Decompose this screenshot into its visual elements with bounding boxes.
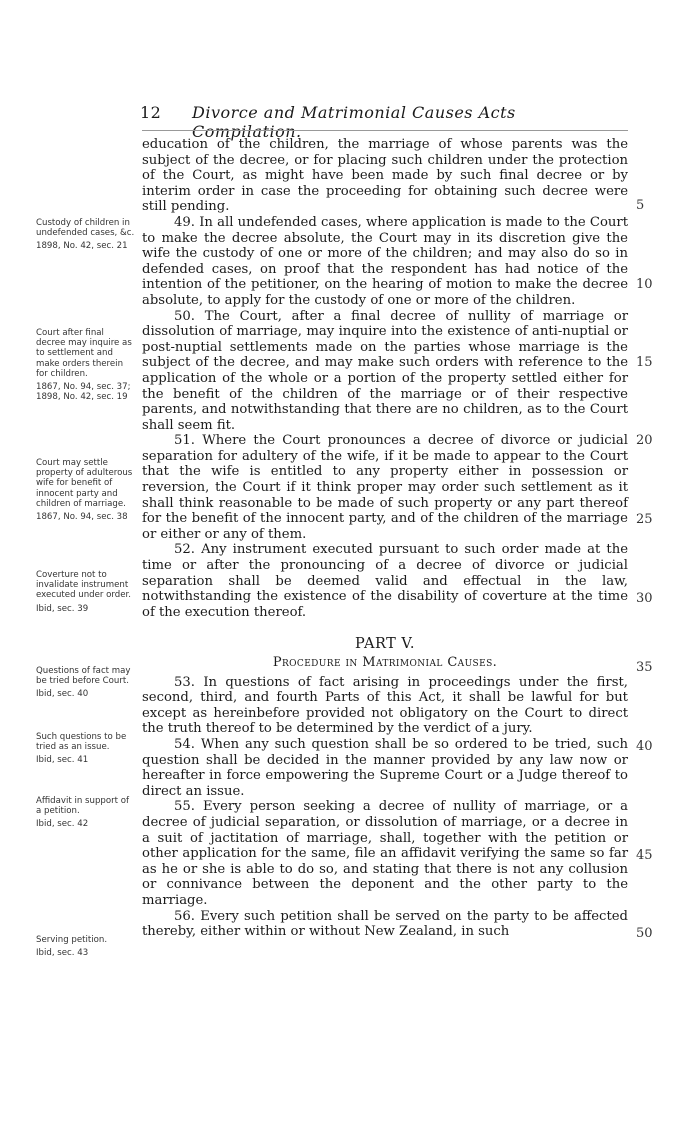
section-55: [142, 799, 628, 908]
margin-note: Court may settle property of adulterous wife for benefit of innocent party and children of marriage. 1867, No. 94, sec. 38: [36, 458, 133, 523]
section-50: [142, 309, 628, 434]
line-number: 50: [636, 926, 653, 941]
section-number: 51.: [174, 433, 195, 449]
line-number: 30: [636, 591, 653, 606]
section-text: Every person seeking a decree of nullity of marriage, or a decree of judicial separation, or dissolution of marriage, or a decree in a suit of jactitation of marriage, shall, together with the petition or other application for the same, file an affidavit verifying the same so far as he or she is able to do so, and stating that there is not any collusion or connivance between the deponent and the other party to the marriage.: [142, 799, 628, 908]
section-number: 54.: [174, 736, 195, 752]
section-56: [142, 909, 628, 940]
section-52: [142, 542, 628, 620]
section-text: Any instrument executed pursuant to such order made at the time or after the pronouncing of a decree of divorce or judicial separation shall be deemed valid and effectual in the law, notwithstanding the existence of the disability of coverture at the time of the execution thereof.: [142, 542, 628, 620]
section-number: 50.: [174, 308, 195, 324]
line-number: 20: [636, 433, 653, 448]
line-number: 40: [636, 739, 653, 754]
running-title: Divorce and Matrimonial Causes Acts Compilation.: [192, 103, 516, 141]
margin-note: Custody of children in undefended cases, &c. 1898, No. 42, sec. 21: [36, 218, 135, 252]
margin-note: Such questions to be tried as an issue. Ibid, sec. 41: [36, 732, 127, 766]
line-number: 45: [636, 848, 653, 863]
section-51: [142, 433, 628, 542]
section-text: The Court, after a final decree of nullity of marriage or dissolution of marriage, may inquire into the existence of anti-nuptial or post-nuptial settlements made on the parties whose marriage is the subject of the decree, and may make such orders with reference to the application of the whole or a portion of the property settled either for the benefit of the children of the marriage or of their respective parents, and notwithstanding that there are no children, as to the Court shall seem fit.: [142, 308, 628, 433]
section-53: [142, 675, 628, 737]
part-heading: PART V.: [355, 636, 415, 653]
section-text: Every such petition shall be served on the party to be affected thereby, either within or without New Zealand, in such: [142, 908, 628, 940]
section-54: [142, 737, 628, 799]
margin-note: Questions of fact may be tried before Court. Ibid, sec. 40: [36, 666, 131, 700]
line-number: 5: [636, 198, 645, 213]
line-number: 25: [636, 512, 653, 527]
header-rule: [142, 130, 628, 131]
section-number: 55.: [174, 799, 195, 815]
section-number: 52.: [174, 542, 195, 558]
line-number: 35: [636, 660, 653, 675]
margin-note: Coverture not to invalidate instrument executed under order. Ibid, sec. 39: [36, 570, 132, 614]
section-text: In questions of fact arising in proceedings under the first, second, third, and fourth Parts of this Act, it shall be lawful for but except as hereinbefore provided not obligatory on the Court to direct the truth thereof to be determined by the verdict of a jury.: [142, 674, 628, 737]
margin-note: Affidavit in support of a petition. Ibid, sec. 42: [36, 796, 130, 830]
page-number: 12: [140, 103, 162, 122]
section-number: 56.: [174, 908, 195, 924]
part-subheading: Procedure in Matrimonial Causes.: [272, 655, 498, 670]
body-text: [142, 137, 628, 940]
margin-note: Serving petition. Ibid, sec. 43: [36, 935, 108, 959]
section-text: Where the Court pronounces a decree of divorce or judicial separation for adultery of the wife, if it be made to appear to the Court that the wife is entitled to any property either in possession or reversion, the Court if it think proper may order such settlement as it shall think reasonable to be made of such property or any part thereof for the benefit of the innocent party, and of the children of the marriage or either or any of them.: [142, 433, 628, 542]
paragraph-continued: education of the children, the marriage of whose parents was the subject of the decree, or for placing such children under the protection of the Court, as might have been made by such final decree or by interim order in case the proceeding for obtaining such decree were still pending.: [142, 137, 628, 215]
section-text: When any such question shall be so ordered to be tried, such question shall be decided in the manner provided by any law now or hereafter in force empowering the Supreme Court or a Judge thereof to direct an issue.: [142, 736, 628, 799]
section-49: [142, 215, 628, 309]
margin-note: Court after final decree may inquire as to settlement and make orders therein for children. 1867, No. 94, sec. 37; 1898, No. 42, sec. 19: [36, 328, 132, 403]
section-text: In all undefended cases, where application is made to the Court to make the decree absolute, the Court may in its discretion give the wife the custody of one or more of the children; and may also do so in defended cases, on proof that the respondent has had notice of the intention of the petitioner, on the hearing of motion to make the decree absolute, to apply for the custody of one or more of the children.: [142, 214, 628, 308]
line-number: 10: [636, 277, 653, 292]
section-number: 49.: [174, 214, 195, 230]
section-number: 53.: [174, 674, 195, 690]
line-number: 15: [636, 355, 653, 370]
